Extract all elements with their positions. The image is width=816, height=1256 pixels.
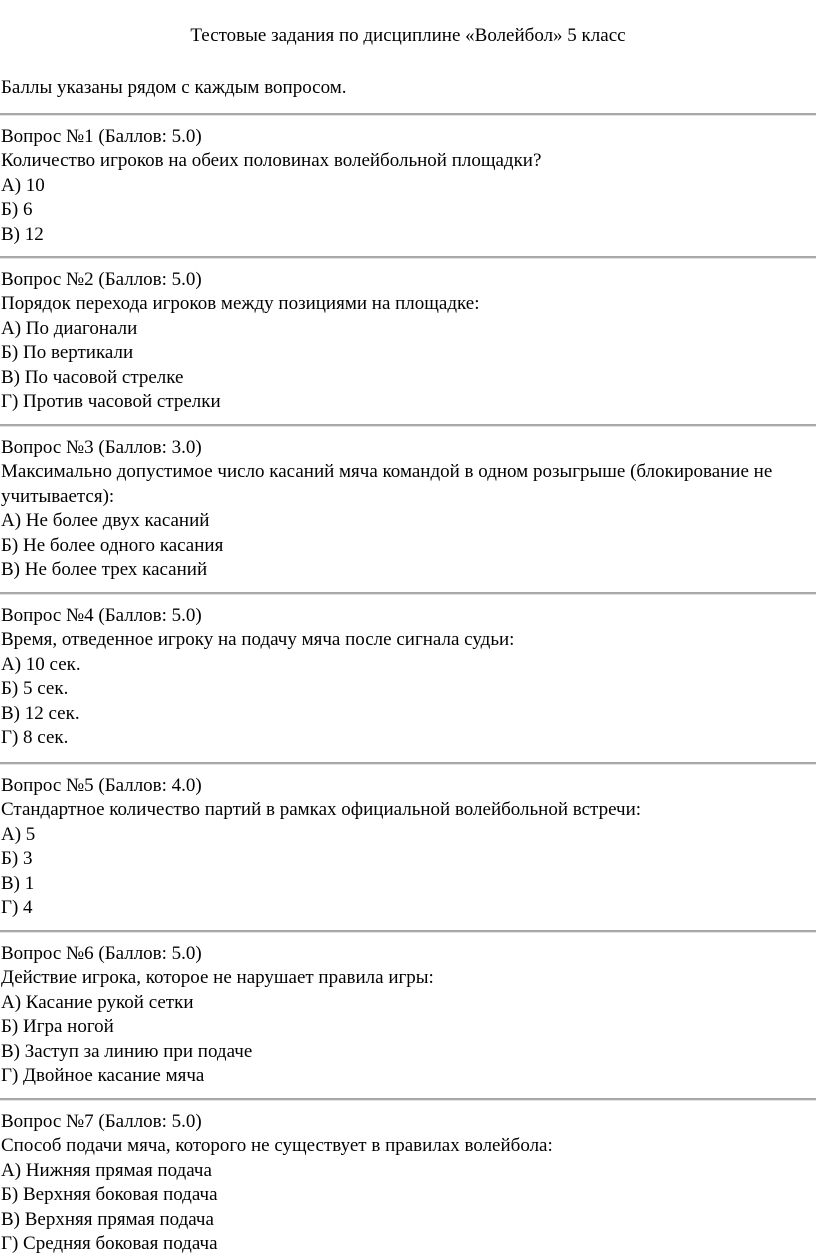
- answer-option: Г) 4: [1, 897, 33, 919]
- question-block-6: [0, 930, 816, 1088]
- question-header: Вопрос №1 (Баллов: 5.0): [1, 126, 202, 147]
- divider: [0, 762, 816, 765]
- answer-option: В) Верхняя прямая подача: [1, 1208, 214, 1230]
- answer-option: Б) Верхняя боковая подача: [1, 1184, 218, 1206]
- question-block-3: [0, 424, 816, 582]
- answer-option: А) 5: [1, 823, 36, 845]
- question-text: Порядок перехода игроков между позициями на площадке:: [1, 293, 480, 315]
- answer-option: В) 1: [1, 872, 35, 894]
- answer-option: А) По диагонали: [1, 317, 138, 339]
- question-header: Вопрос №2 (Баллов: 5.0): [1, 269, 202, 290]
- answer-option: А) Нижняя прямая подача: [1, 1159, 212, 1181]
- answer-option: В) Не более трех касаний: [1, 559, 208, 581]
- answer-option: А) Не более двух касаний: [1, 510, 210, 532]
- question-header: Вопрос №7 (Баллов: 5.0): [1, 1111, 202, 1132]
- question-text: Стандартное количество партий в рамках официальной волейбольной встречи:: [1, 799, 642, 821]
- answer-option: В) По часовой стрелке: [1, 366, 184, 388]
- question-block-5: [0, 762, 816, 920]
- question-text: Действие игрока, которое не нарушает правила игры:: [1, 967, 434, 989]
- question-header: Вопрос №5 (Баллов: 4.0): [1, 775, 202, 796]
- answer-option: В) 12 сек.: [1, 702, 80, 724]
- answer-option: А) 10 сек.: [1, 653, 81, 675]
- question-text: Время, отведенное игроку на подачу мяча после сигнала судьи:: [1, 629, 515, 651]
- divider: [0, 592, 816, 595]
- answer-option: Б) 6: [1, 199, 33, 221]
- answer-option: Б) По вертикали: [1, 342, 134, 364]
- question-block-1: [0, 113, 816, 247]
- answer-option: Б) Игра ногой: [1, 1016, 114, 1038]
- answer-option: Г) Двойное касание мяча: [1, 1065, 205, 1087]
- answer-option: Г) Против часовой стрелки: [1, 391, 221, 413]
- question-text: Количество игроков на обеих половинах волейбольной площадки?: [1, 150, 542, 172]
- answer-option: В) Заступ за линию при подаче: [1, 1040, 253, 1062]
- question-header: Вопрос №4 (Баллов: 5.0): [1, 605, 202, 626]
- answer-option: А) 10: [1, 174, 45, 196]
- answer-option: Г) 8 сек.: [1, 727, 69, 749]
- question-header: Вопрос №3 (Баллов: 3.0): [1, 437, 202, 458]
- question-text: Способ подачи мяча, которого не существует в правилах волейбола:: [1, 1135, 553, 1157]
- question-block-2: [0, 256, 816, 414]
- divider: [0, 113, 816, 116]
- divider: [0, 424, 816, 427]
- answer-option: Б) 5 сек.: [1, 678, 69, 700]
- divider: [0, 1098, 816, 1101]
- answer-option: Б) 3: [1, 848, 33, 870]
- question-text: Максимально допустимое число касаний мяча командой в одном розыгрыше (блокирование не учитывается):: [1, 461, 773, 507]
- answer-option: Г) Средняя боковая подача: [1, 1233, 218, 1255]
- divider: [0, 256, 816, 259]
- answer-option: Б) Не более одного касания: [1, 534, 224, 556]
- answer-option: А) Касание рукой сетки: [1, 991, 194, 1013]
- question-block-4: [0, 592, 816, 750]
- question-header: Вопрос №6 (Баллов: 5.0): [1, 943, 202, 964]
- document-title: Тестовые задания по дисциплине «Волейбол» 5 класс: [190, 25, 626, 46]
- answer-option: В) 12: [1, 223, 44, 245]
- divider: [0, 930, 816, 933]
- intro-text: Баллы указаны рядом с каждым вопросом.: [1, 77, 347, 98]
- question-block-7: [0, 1098, 816, 1256]
